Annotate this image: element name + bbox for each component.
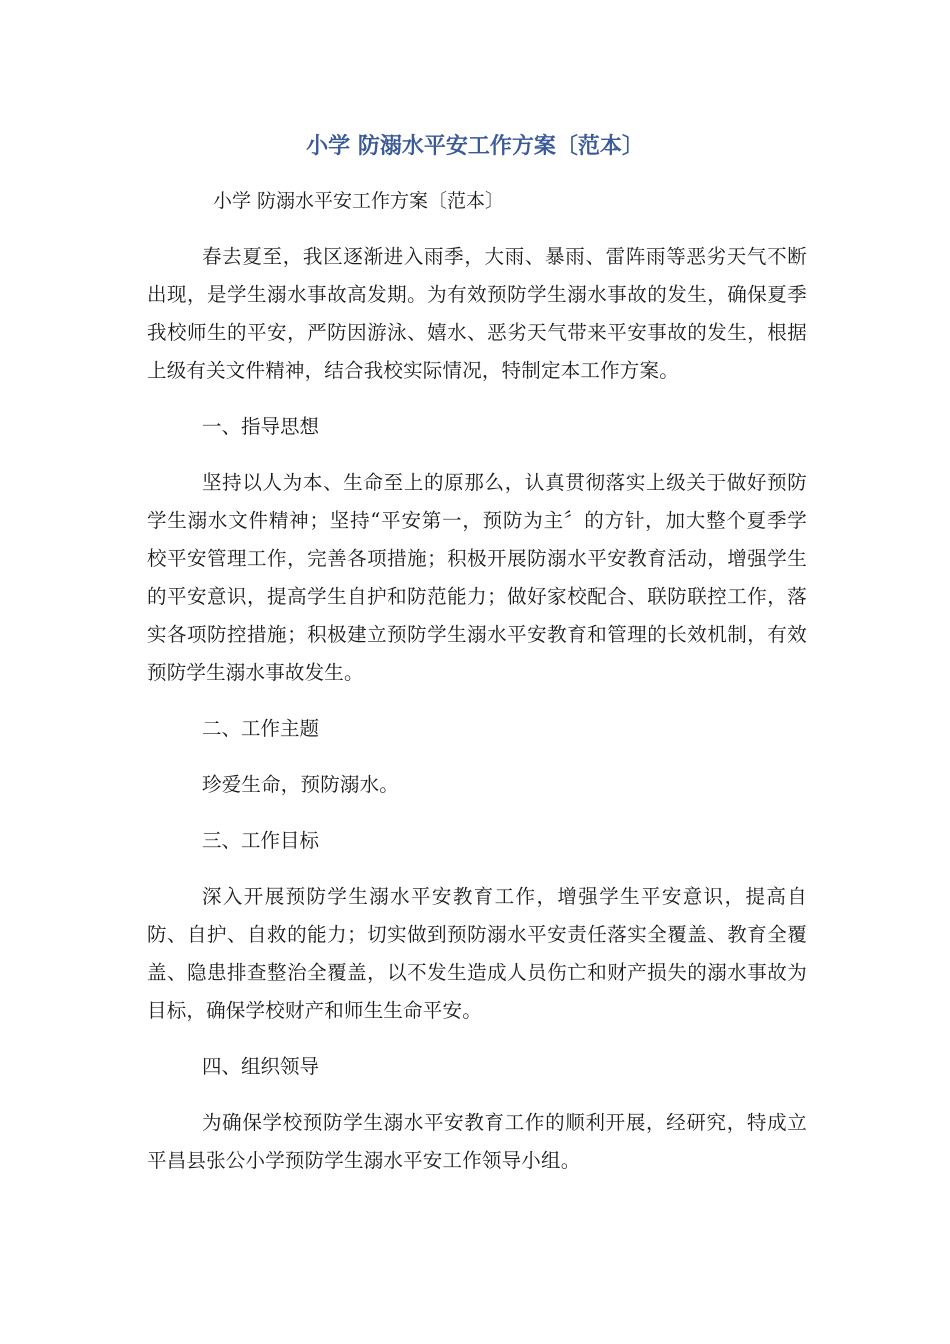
section-heading-work-goals: 三、工作目标 <box>202 829 320 852</box>
document-title: 小学 防溺水平安工作方案〔范本〕 <box>306 134 644 159</box>
document-subtitle: 小学 防溺水平安工作方案〔范本〕 <box>213 190 505 212</box>
section-body-leadership: 为确保学校预防学生溺水平安教育工作的顺利开展，经研究，特成立平昌县张公小学预防学生溺水平安工作领导小组。 <box>147 1111 807 1172</box>
section-body-work-theme: 珍爱生命，预防溺水。 <box>202 773 400 796</box>
section-heading-guiding-ideology: 一、指导思想 <box>202 415 320 438</box>
section-heading-leadership: 四、组织领导 <box>202 1055 320 1078</box>
section-body-guiding-ideology: 坚持以人为本、生命至上的原那么，认真贯彻落实上级关于做好预防学生溺水文件精神；坚持“平安第一，预防为主〞的方针，加大整个夏季学校平安管理工作，完善各项措施；积极开展防溺水平安教育活动，增强学生的平安意识，提高学生自护和防范能力；做好家校配合、联防联控工作，落实各项防控措施；积极建立预防学生溺水平安教育和管理的长效机制，有效预防学生溺水事故发生。 <box>147 471 807 684</box>
intro-paragraph: 春去夏至，我区逐渐进入雨季，大雨、暴雨、雷阵雨等恶劣天气不断出现，是学生溺水事故高发期。为有效预防学生溺水事故的发生，确保夏季我校师生的平安，严防因游泳、嬉水、恶劣天气带来平安事故的发生，根据上级有关文件精神，结合我校实际情况，特制定本工作方案。 <box>147 245 807 382</box>
section-heading-work-theme: 二、工作主题 <box>202 717 320 740</box>
document-body <box>147 184 807 1198</box>
section-body-work-goals: 深入开展预防学生溺水平安教育工作，增强学生平安意识，提高自防、自护、自救的能力；切实做到预防溺水平安责任落实全覆盖、教育全覆盖、隐患排查整治全覆盖，以不发生造成人员伤亡和财产损失的溺水事故为目标，确保学校财产和师生生命平安。 <box>147 885 807 1022</box>
